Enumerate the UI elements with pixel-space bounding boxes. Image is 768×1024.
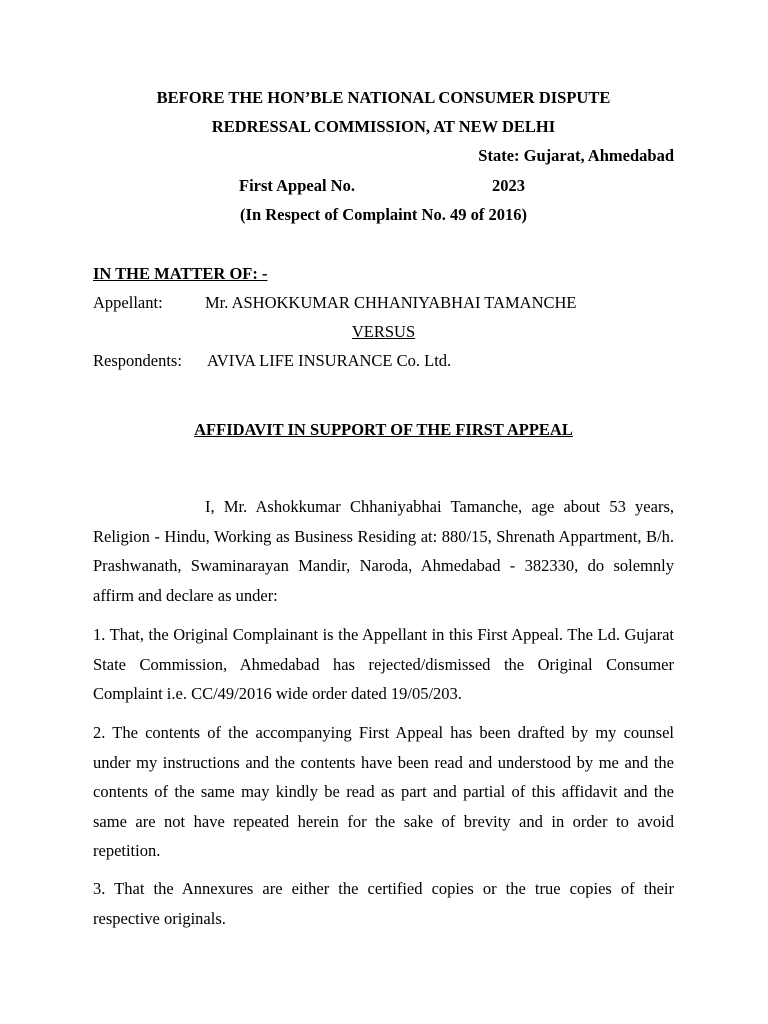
appellant-label: Appellant: [93, 293, 163, 312]
versus-label: VERSUS [351, 322, 416, 341]
respondents-line [93, 351, 674, 371]
court-heading-line2: REDRESSAL COMMISSION, AT NEW DELHI [211, 117, 556, 136]
respondents-name: AVIVA LIFE INSURANCE Co. Ltd. [207, 351, 452, 370]
affidavit-title: AFFIDAVIT IN SUPPORT OF THE FIRST APPEAL [194, 420, 573, 439]
appellant-line [93, 293, 674, 313]
complaint-reference: (In Respect of Complaint No. 49 of 2016) [240, 205, 527, 224]
intro-paragraph: I, Mr. Ashokkumar Chhaniyabhai Tamanche, age about 53 years, Religion - Hindu, Working as Business Residing at: 880/15, Shrenath Appartment, B/h. Prashwanath, Swaminarayan Mandir, Naroda, Ahmedabad - 382330, do solemnly affirm and declare as under: [93, 497, 674, 605]
paragraph-1: 1. That, the Original Complainant is the Appellant in this First Appeal. The Ld. Gujarat State Commission, Ahmedabad has rejected/dismissed the Original Consumer Complaint i.e. CC/49/2016 wide order dated 19/05/203. [93, 625, 674, 703]
state-line: State: Gujarat, Ahmedabad [478, 146, 674, 165]
paragraph-2: 2. The contents of the accompanying First Appeal has been drafted by my counsel under my instructions and the contents have been read and understood by me and the contents of the same may kindly be read as part and partial of this affidavit and the same are not have repeated herein for the sake of brevity and in order to avoid repetition. [93, 723, 674, 860]
appeal-label: First Appeal No. [239, 176, 355, 195]
appeal-year: 2023 [492, 176, 525, 195]
court-heading-line1: BEFORE THE HON’BLE NATIONAL CONSUMER DISPUTE [156, 88, 611, 107]
respondents-label: Respondents: [93, 351, 182, 370]
paragraph-3: 3. That the Annexures are either the certified copies or the true copies of their respective originals. [93, 879, 674, 928]
matter-heading: IN THE MATTER OF: - [93, 264, 268, 283]
appellant-name: Mr. ASHOKKUMAR CHHANIYABHAI TAMANCHE [205, 293, 577, 312]
